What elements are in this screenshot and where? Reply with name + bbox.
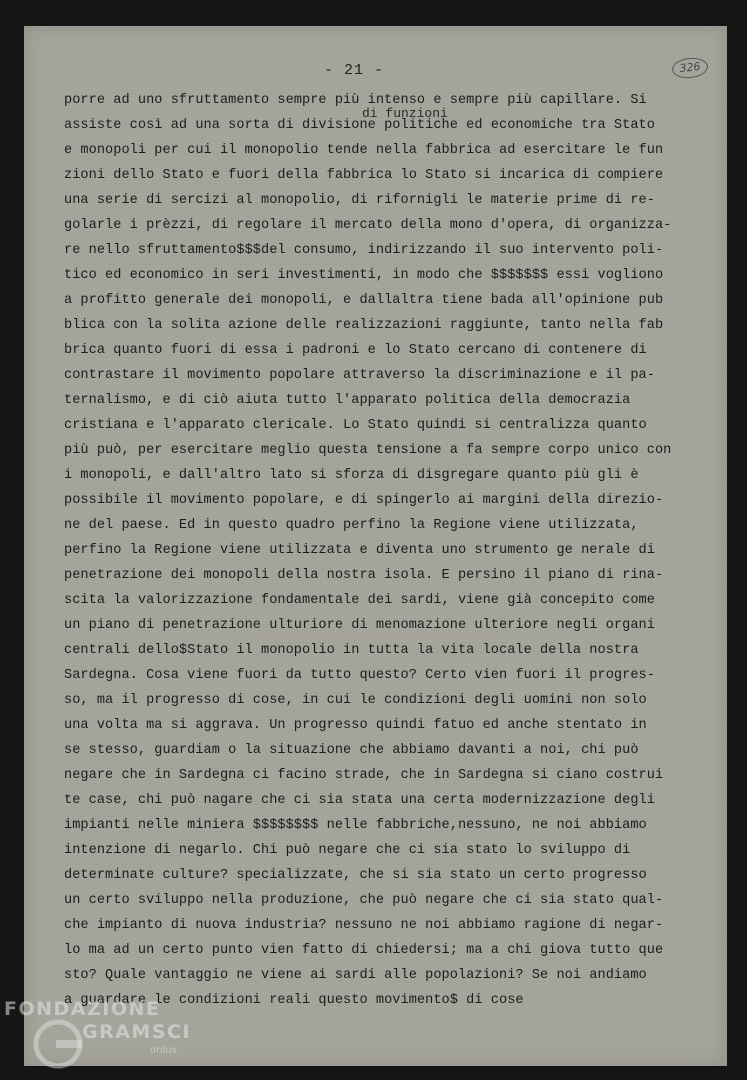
watermark-line-1: FONDAZIONE xyxy=(4,998,161,1020)
text-line: un certo sviluppo nella produzione, che può negare che ci sia stato qual- xyxy=(64,893,664,908)
archive-stamp: 326 xyxy=(671,56,709,80)
text-line: più può, per esercitare meglio questa tensione a fa sempre corpo unico con xyxy=(64,443,672,458)
text-line: centrali dello$Stato il monopolio in tutta la vita locale della nostra xyxy=(64,643,639,658)
typewritten-page xyxy=(24,26,727,1066)
text-line: impianti nelle miniera $$$$$$$$ nelle fabbriche,nessuno, ne noi abbiamo xyxy=(64,818,647,833)
text-line: golarle i prèzzi, di regolare il mercato della mono d'opera, di organizza- xyxy=(64,218,672,233)
text-line: a profitto generale dei monopoli, e dallaltra tiene bada all'opinione pub xyxy=(64,293,664,308)
text-line: negare che in Sardegna ci facino strade, che in Sardegna si ciano costrui xyxy=(64,768,664,783)
text-line: te case, chi può nagare che ci sia stata una certa modernizzazione degli xyxy=(64,793,655,808)
text-line: i monopoli, e dall'altro lato si sforza di disgregare quanto più gli è xyxy=(64,468,639,483)
text-line: scita la valorizzazione fondamentale dei sardi, viene già concepito come xyxy=(64,593,655,608)
text-line: che impianto di nuova industria? nessuno ne noi abbiamo ragione di negar- xyxy=(64,918,664,933)
watermark-line-2: GRAMSCI xyxy=(82,1021,192,1043)
text-line: brica quanto fuori di essa i padroni e lo Stato cercano di contenere di xyxy=(64,343,647,358)
page-number: - 21 - xyxy=(324,62,385,79)
text-line: ternalismo, e di ciò aiuta tutto l'apparato politica della democrazia xyxy=(64,393,631,408)
text-line: penetrazione dei monopoli della nostra isola. E persino il piano di rina- xyxy=(64,568,664,583)
text-line: so, ma il progresso di cose, in cui le condizioni degli uomini non solo xyxy=(64,693,647,708)
watermark-line-3: onlus xyxy=(150,1045,177,1056)
text-line: perfino la Regione viene utilizzata e diventa uno strumento ge nerale di xyxy=(64,543,655,558)
text-line: tico ed economico in seri investimenti, in modo che $$$$$$$ essi vogliono xyxy=(64,268,664,283)
interline-correction: di funzioni xyxy=(362,106,448,121)
text-line: una serie di sercizi al monopolio, di rifornigli le materie prime di re- xyxy=(64,193,655,208)
text-line: determinate culture? specializzate, che si sia stato un certo progresso xyxy=(64,868,647,883)
foundation-watermark xyxy=(4,998,194,1078)
text-line: cristiana e l'apparato clericale. Lo Stato quindi si centralizza quanto xyxy=(64,418,647,433)
text-line: re nello sfruttamento$$$del consumo, indirizzando il suo intervento poli- xyxy=(64,243,664,258)
text-line: una volta ma si aggrava. Un progresso quindi fatuo ed anche stentato in xyxy=(64,718,647,733)
text-line: contrastare il movimento popolare attraverso la discriminazione e il pa- xyxy=(64,368,655,383)
text-line: porre ad uno sfruttamento sempre più intenso e sempre più capillare. Si xyxy=(64,93,647,108)
text-line: se stesso, guardiam o la situazione che abbiamo davanti a noi, chi può xyxy=(64,743,639,758)
text-line: zioni dello Stato e fuori della fabbrica lo Stato si incarica di compiere xyxy=(64,168,664,183)
text-line: sto? Quale vantaggio ne viene ai sardi alle popolazioni? Se noi andiamo xyxy=(64,968,647,983)
text-line: intenzione di negarlo. Chi può negare che ci sia stato lo sviluppo di xyxy=(64,843,631,858)
text-line: un piano di penetrazione ulturiore di menomazione ulteriore negli organi xyxy=(64,618,655,633)
text-line: Sardegna. Cosa viene fuori da tutto questo? Certo vien fuori il progres- xyxy=(64,668,655,683)
text-line: e monopoli per cui il monopolio tende nella fabbrica ad esercitare le fun xyxy=(64,143,664,158)
text-line: assiste così ad una sorta di divisione politiche ed economiche tra Stato xyxy=(64,118,655,133)
text-line: a guardare le condizioni reali questo movimento$ di cose xyxy=(64,993,524,1008)
typewritten-body xyxy=(64,88,724,1013)
text-line: lo ma ad un certo punto vien fatto di chiedersi; ma a chi giova tutto que xyxy=(64,943,664,958)
text-line: ne del paese. Ed in questo quadro perfino la Regione viene utilizzata, xyxy=(64,518,639,533)
text-line: possibile il movimento popolare, e di spingerlo ai margini della direzio- xyxy=(64,493,664,508)
foundation-emblem-icon xyxy=(30,1016,86,1072)
text-line: blica con la solita azione delle realizzazioni raggiunte, tanto nella fab xyxy=(64,318,664,333)
